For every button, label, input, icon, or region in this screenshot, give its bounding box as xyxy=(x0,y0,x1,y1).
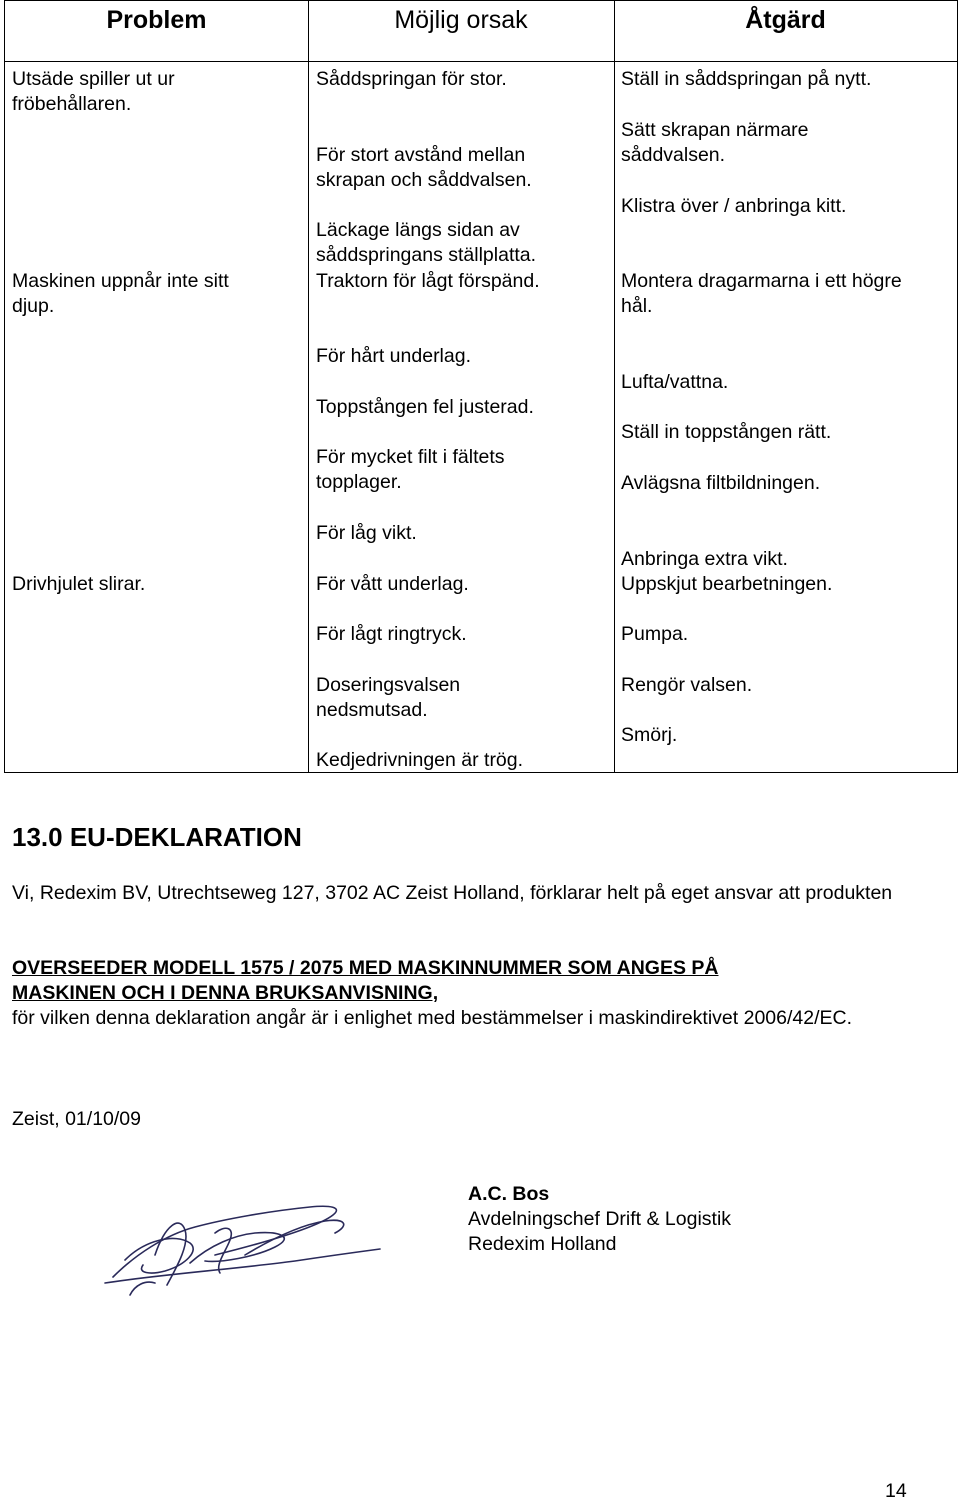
signatory-block xyxy=(468,1182,731,1257)
cause-cell: För hårt underlag. xyxy=(316,345,472,367)
section-heading: 13.0 EU-DEKLARATION xyxy=(12,822,302,852)
column-divider xyxy=(614,1,615,772)
product-line-1: OVERSEEDER MODELL 1575 / 2075 MED MASKINNUMMER SOM ANGES PÅ xyxy=(12,957,719,979)
cause-cell: Toppstången fel justerad. xyxy=(316,396,534,418)
action-cell: Ställ in såddspringan på nytt. xyxy=(621,68,872,90)
action-cell: Montera dragarmarna i ett högre hål. xyxy=(621,270,902,317)
action-cell: Ställ in toppstången rätt. xyxy=(621,421,832,443)
header-problem: Problem xyxy=(106,6,207,34)
action-cell: Smörj. xyxy=(621,724,678,746)
product-line-2: MASKINEN OCH I DENNA BRUKSANVISNING, xyxy=(12,982,439,1004)
action-cell: Pumpa. xyxy=(621,623,689,645)
action-cell: Uppskjut bearbetningen. xyxy=(621,573,833,595)
header-action: Åtgärd xyxy=(745,6,826,34)
declaration-intro: Vi, Redexim BV, Utrechtseweg 127, 3702 AC Zeist Holland, förklarar helt på eget ansvar att produkten xyxy=(12,882,893,904)
action-cell: Avlägsna filtbildningen. xyxy=(621,472,821,494)
cause-cell: För vått underlag. xyxy=(316,573,469,595)
signature-image xyxy=(95,1185,395,1310)
action-cell: Lufta/vattna. xyxy=(621,371,729,393)
page-number: 14 xyxy=(885,1480,907,1502)
cause-cell: Läckage längs sidan av såddspringans ställplatta. xyxy=(316,219,537,266)
cause-cell: Såddspringan för stor. xyxy=(316,68,507,90)
action-cell: Klistra över / anbringa kitt. xyxy=(621,195,847,217)
signer-title: Avdelningschef Drift & Logistik xyxy=(468,1208,732,1230)
cause-cell: Traktorn för lågt förspänd. xyxy=(316,270,540,292)
cause-cell: För stort avstånd mellan skrapan och såddvalsen. xyxy=(316,144,532,191)
cause-cell: För lågt ringtryck. xyxy=(316,623,467,645)
column-divider xyxy=(308,1,309,772)
declaration-product xyxy=(12,956,932,1031)
header-possible-cause: Möjlig orsak xyxy=(394,6,528,34)
problem-cell: Drivhjulet slirar. xyxy=(12,573,146,595)
place-date: Zeist, 01/10/09 xyxy=(12,1108,141,1130)
declaration-conformity: för vilken denna deklaration angår är i enlighet med bestämmelser i maskindirektivet 2006/42/EC. xyxy=(12,1007,853,1029)
cause-cell: Kedjedrivningen är trög. xyxy=(316,749,524,771)
header-divider xyxy=(5,61,957,62)
troubleshooting-table xyxy=(4,0,958,773)
cause-cell: För låg vikt. xyxy=(316,522,417,544)
cause-cell: Doseringsvalsen nedsmutsad. xyxy=(316,674,461,721)
cause-cell: För mycket filt i fältets topplager. xyxy=(316,446,505,493)
signer-name: A.C. Bos xyxy=(468,1183,550,1205)
problem-cell: Utsäde spiller ut ur fröbehållaren. xyxy=(12,68,175,115)
action-cell: Sätt skrapan närmare såddvalsen. xyxy=(621,119,809,166)
problem-cell: Maskinen uppnår inte sitt djup. xyxy=(12,270,229,317)
action-cell: Anbringa extra vikt. xyxy=(621,548,788,570)
action-cell: Rengör valsen. xyxy=(621,674,753,696)
signer-company: Redexim Holland xyxy=(468,1233,617,1255)
